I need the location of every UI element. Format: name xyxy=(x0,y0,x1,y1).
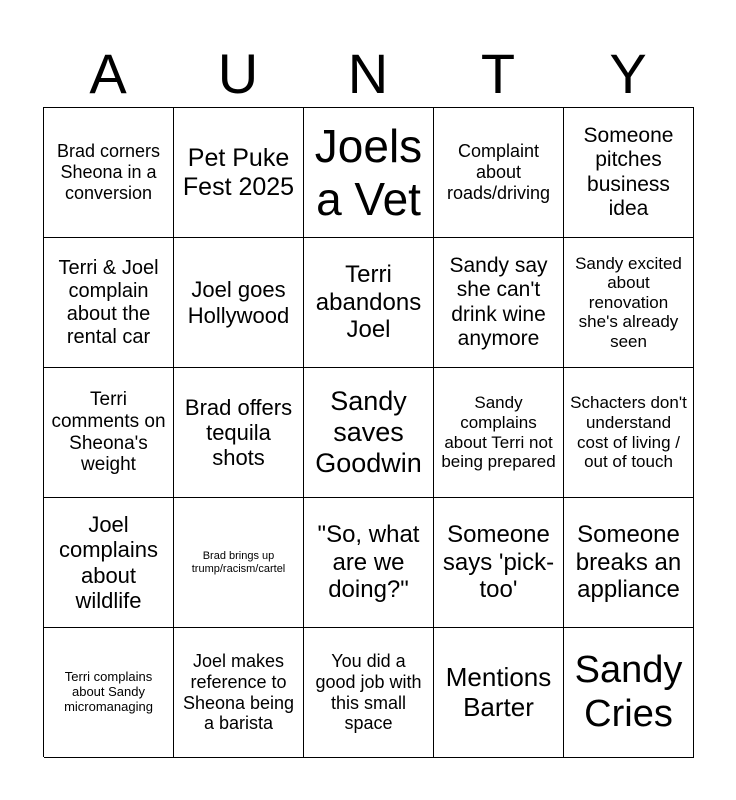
bingo-board xyxy=(43,107,694,757)
bingo-cell[interactable]: Someone says 'pick-too' xyxy=(434,498,564,628)
bingo-cell[interactable]: Pet Puke Fest 2025 xyxy=(174,108,304,238)
bingo-cell[interactable]: Joel goes Hollywood xyxy=(174,238,304,368)
bingo-cell[interactable]: Sandy complains about Terri not being prepared xyxy=(434,368,564,498)
bingo-cell[interactable]: Someone pitches business idea xyxy=(564,108,694,238)
bingo-cell[interactable]: Joels a Vet xyxy=(304,108,434,238)
bingo-cell[interactable]: "So, what are we doing?" xyxy=(304,498,434,628)
title-letter-y: Y xyxy=(609,42,647,105)
bingo-cell[interactable]: Brad corners Sheona in a conversion xyxy=(44,108,174,238)
title-letter-a: A xyxy=(89,42,127,105)
bingo-cell[interactable]: Sandy saves Goodwin xyxy=(304,368,434,498)
bingo-cell[interactable]: Brad brings up trump/racism/cartel xyxy=(174,498,304,628)
bingo-cell[interactable]: Schacters don't understand cost of living / out of touch xyxy=(564,368,694,498)
bingo-cell[interactable]: Terri comments on Sheona's weight xyxy=(44,368,174,498)
bingo-cell[interactable]: Mentions Barter xyxy=(434,628,564,758)
bingo-cell[interactable]: You did a good job with this small space xyxy=(304,628,434,758)
title-letter-n: N xyxy=(347,42,389,105)
bingo-cell[interactable]: Joel complains about wildlife xyxy=(44,498,174,628)
bingo-cell[interactable]: Brad offers tequila shots xyxy=(174,368,304,498)
bingo-cell[interactable]: Terri complains about Sandy micromanaging xyxy=(44,628,174,758)
bingo-title xyxy=(43,40,693,108)
title-letter-u: U xyxy=(217,42,259,105)
bingo-cell[interactable]: Sandy say she can't drink wine anymore xyxy=(434,238,564,368)
title-letter-t: T xyxy=(480,42,516,105)
bingo-cell[interactable]: Terri abandons Joel xyxy=(304,238,434,368)
bingo-cell[interactable]: Sandy excited about renovation she's already seen xyxy=(564,238,694,368)
bingo-cell[interactable]: Joel makes reference to Sheona being a barista xyxy=(174,628,304,758)
bingo-cell[interactable]: Complaint about roads/driving xyxy=(434,108,564,238)
bingo-cell[interactable]: Sandy Cries xyxy=(564,628,694,758)
bingo-cell[interactable]: Someone breaks an appliance xyxy=(564,498,694,628)
bingo-cell[interactable]: Terri & Joel complain about the rental car xyxy=(44,238,174,368)
